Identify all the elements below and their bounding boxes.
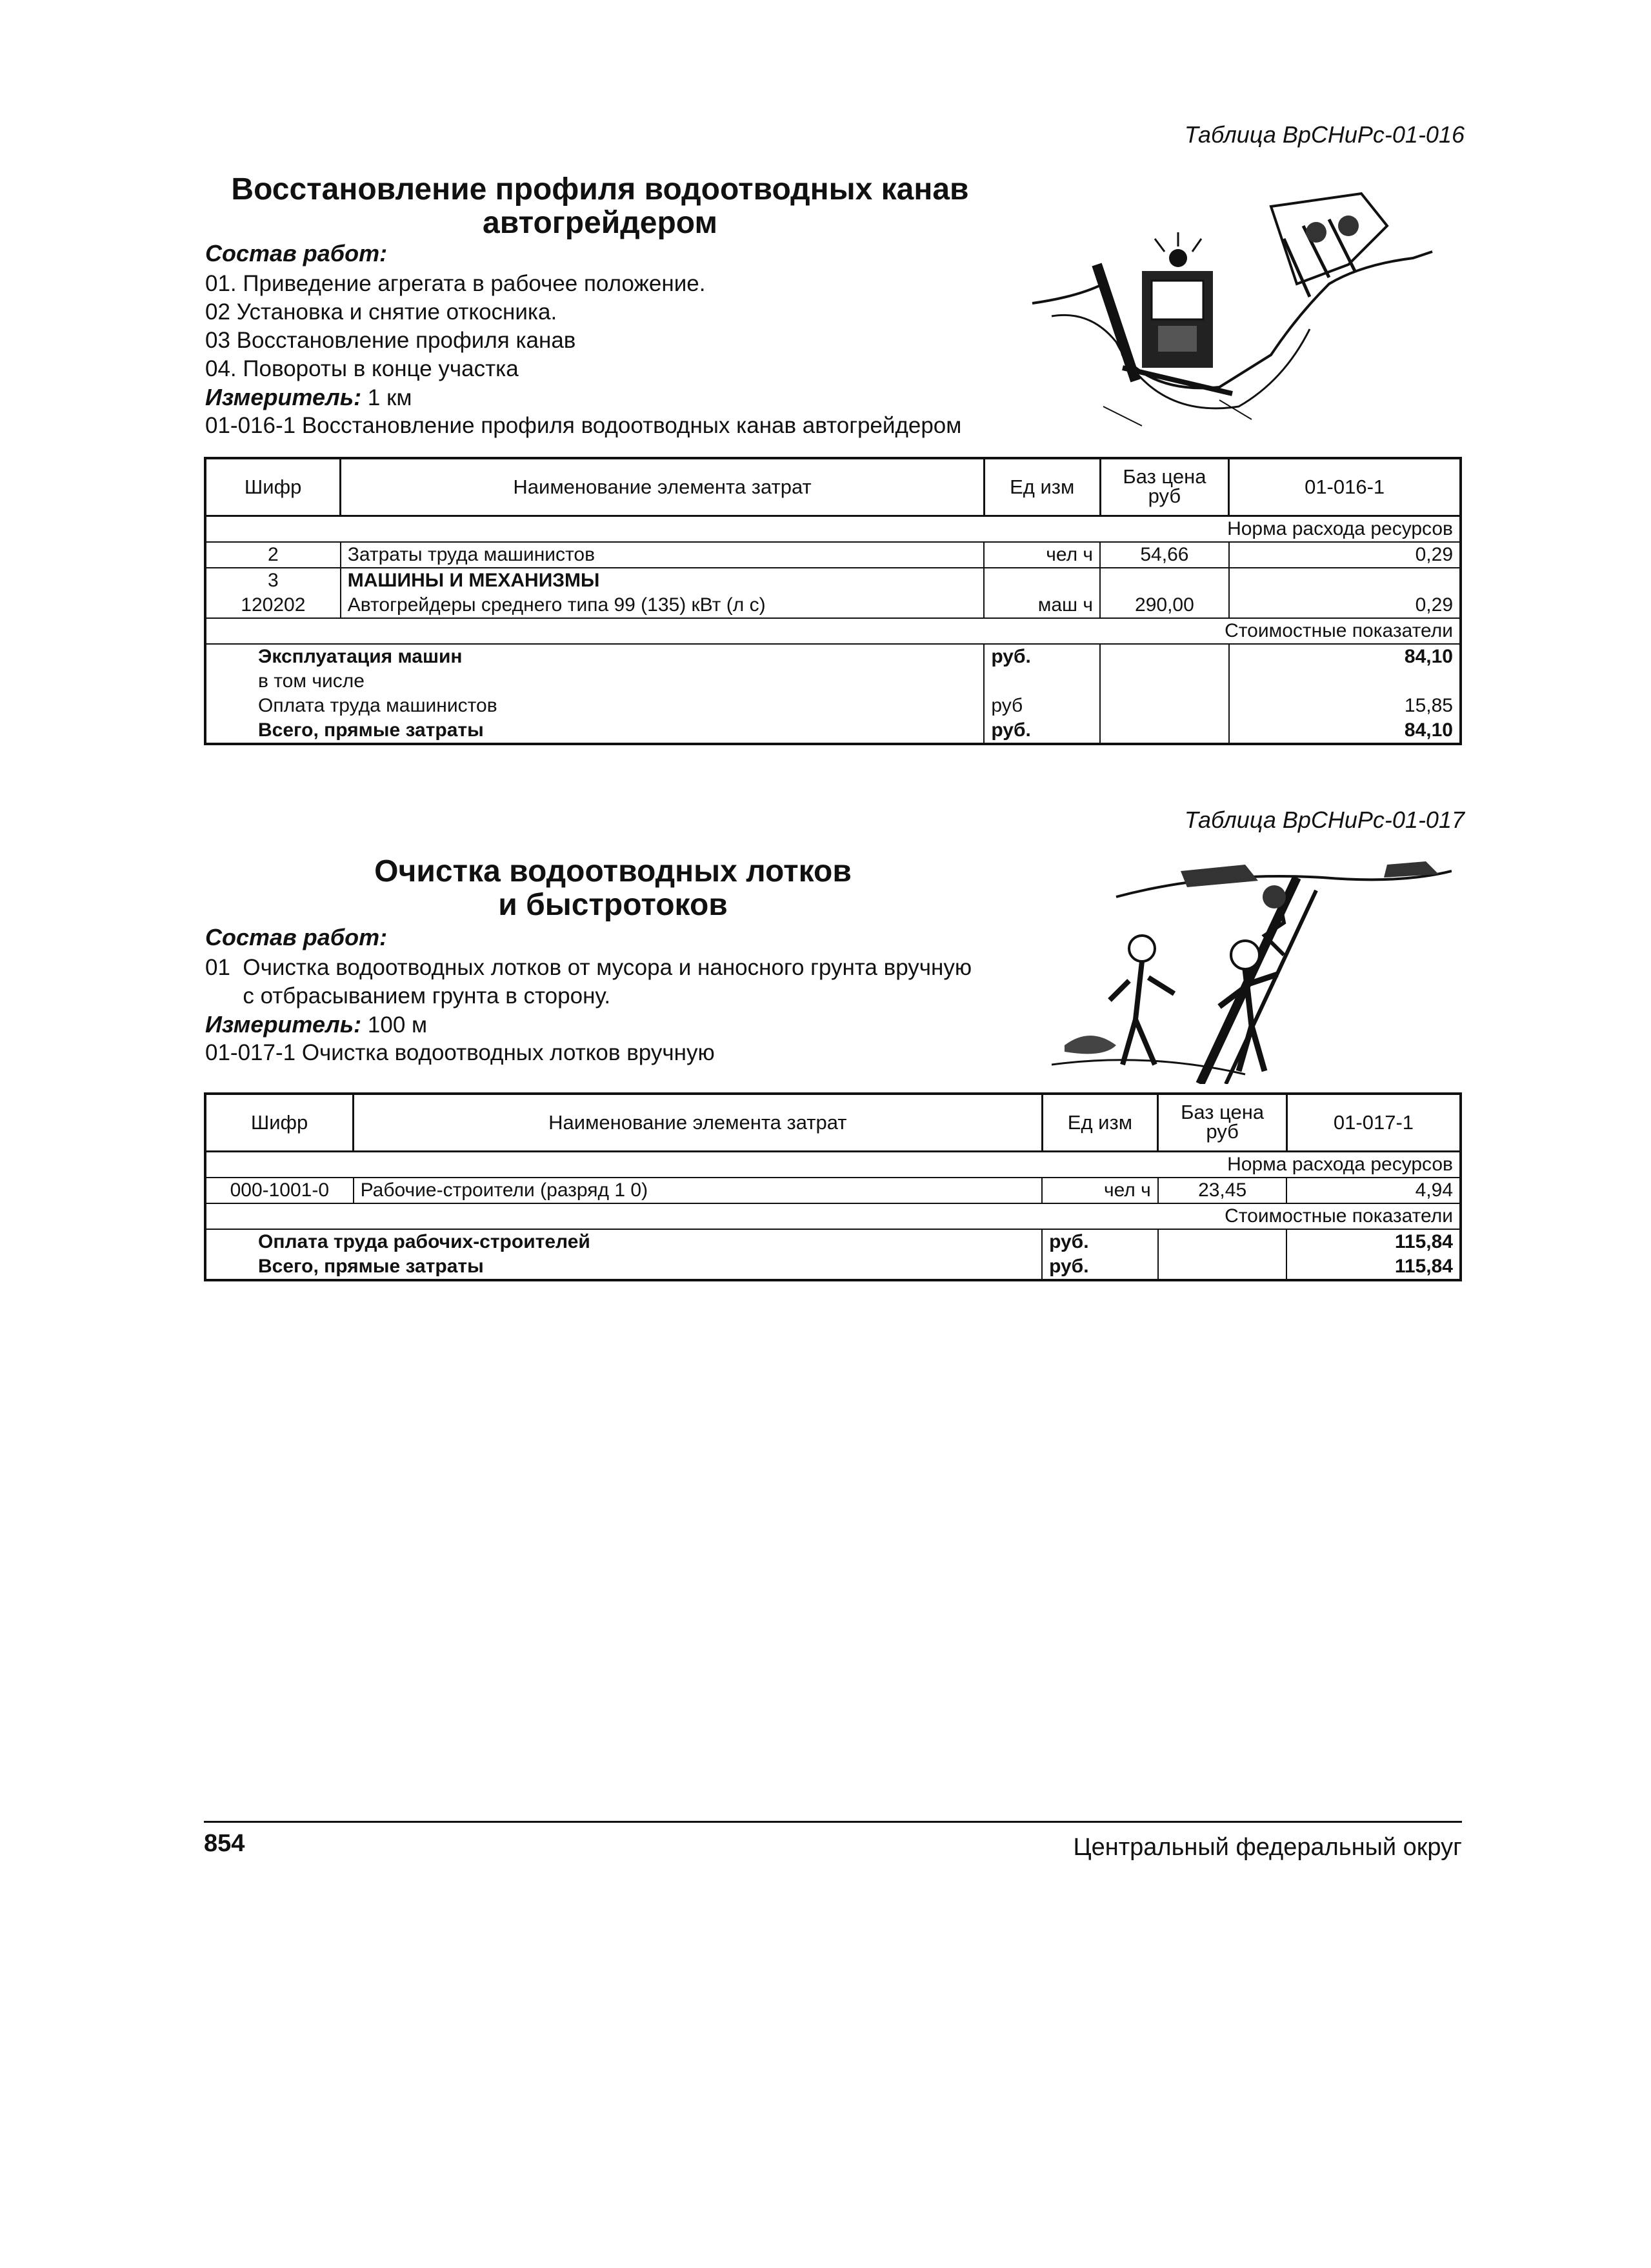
row-name: Затраты труда машинистов xyxy=(341,542,985,568)
table-header-row xyxy=(205,458,1461,516)
cost-unit: руб. xyxy=(1042,1229,1158,1254)
row-value: 4,94 xyxy=(1286,1178,1461,1203)
footer-rule xyxy=(204,1821,1462,1823)
row-name: МАШИНЫ И МЕХАНИЗМЫ xyxy=(341,568,985,593)
meter-label: Измеритель: xyxy=(205,1011,362,1038)
title-line-2: автогрейдером xyxy=(483,206,717,240)
cost-value: 115,84 xyxy=(1286,1254,1461,1280)
code-line: 01-017-1 Очистка водоотводных лотков вручную xyxy=(205,1040,715,1065)
cost-unit: руб. xyxy=(1042,1254,1158,1280)
footer-region: Центральный федеральный округ xyxy=(1073,1834,1462,1861)
cost-name: Эксплуатация машин xyxy=(205,644,984,669)
norm-label: Норма расхода ресурсов xyxy=(205,1152,1461,1178)
header-name: Наименование элемента затрат xyxy=(341,458,985,516)
works-item: с отбрасыванием грунта в сторону. xyxy=(205,983,611,1009)
row-name: Автогрейдеры среднего типа 99 (135) кВт (л с) xyxy=(341,593,985,618)
page-number: 854 xyxy=(204,1830,245,1857)
row-price xyxy=(1100,568,1229,593)
cost-value: 115,84 xyxy=(1286,1229,1461,1254)
cost-row xyxy=(205,669,1461,694)
header-price: Баз цена руб xyxy=(1100,458,1229,516)
cost-table-2 xyxy=(204,1092,1462,1281)
works-heading: Состав работ: xyxy=(205,924,388,950)
cost-unit: руб xyxy=(984,694,1100,718)
row-code: 000-1001-0 xyxy=(205,1178,354,1203)
table-header-row xyxy=(205,1094,1461,1152)
section-title xyxy=(194,173,1006,240)
table-row xyxy=(205,593,1461,618)
table-caption: Таблица ВрСНиРс-01-017 xyxy=(1184,807,1465,833)
works-item: 03 Восстановление профиля канав xyxy=(205,328,576,353)
works-item: 02 Установка и снятие откосника. xyxy=(205,299,557,325)
workers-clearing-illustration xyxy=(1052,852,1452,1084)
row-unit: маш ч xyxy=(984,593,1100,618)
header-item-code: 01-016-1 xyxy=(1229,458,1461,516)
table-row xyxy=(205,542,1461,568)
cost-name: Оплата труда машинистов xyxy=(205,694,984,718)
norm-label-row xyxy=(205,1152,1461,1178)
section-title xyxy=(323,855,903,922)
cost-value: 84,10 xyxy=(1229,644,1461,669)
header-price: Баз цена руб xyxy=(1158,1094,1287,1152)
cost-row xyxy=(205,694,1461,718)
row-price: 290,00 xyxy=(1100,593,1229,618)
row-code: 3 xyxy=(205,568,341,593)
norm-label: Норма расхода ресурсов xyxy=(205,516,1461,543)
row-price: 54,66 xyxy=(1100,542,1229,568)
cost-value xyxy=(1229,669,1461,694)
row-value xyxy=(1229,568,1461,593)
works-list xyxy=(205,954,972,1010)
cost-name: в том числе xyxy=(205,669,984,694)
title-line-1: Очистка водоотводных лотков xyxy=(374,854,852,888)
header-code: Шифр xyxy=(205,1094,354,1152)
norm-label-row xyxy=(205,516,1461,543)
works-item: 01 Очистка водоотводных лотков от мусора и наносного грунта вручную xyxy=(205,955,972,980)
cost-name: Оплата труда рабочих-строителей xyxy=(205,1229,1042,1254)
cost-row xyxy=(205,1254,1461,1280)
row-name: Рабочие-строители (разряд 1 0) xyxy=(354,1178,1042,1203)
header-name: Наименование элемента затрат xyxy=(354,1094,1042,1152)
title-line-1: Восстановление профиля водоотводных канав xyxy=(231,172,969,206)
meter-value: 1 км xyxy=(361,385,412,410)
cost-name: Всего, прямые затраты xyxy=(205,718,984,744)
cost-label: Стоимостные показатели xyxy=(205,1203,1461,1229)
cost-label-row xyxy=(205,1203,1461,1229)
meter-label: Измеритель: xyxy=(205,384,362,410)
cost-row xyxy=(205,644,1461,669)
works-item: 04. Повороты в конце участка xyxy=(205,356,519,381)
row-unit xyxy=(984,568,1100,593)
code-line: 01-016-1 Восстановление профиля водоотводных канав автогрейдером xyxy=(205,413,962,438)
row-price: 23,45 xyxy=(1158,1178,1287,1203)
meter-value: 100 м xyxy=(361,1012,428,1038)
row-value: 0,29 xyxy=(1229,542,1461,568)
table-row xyxy=(205,568,1461,593)
works-item: 01. Приведение агрегата в рабочее положение. xyxy=(205,271,706,296)
meter xyxy=(205,1010,427,1039)
cost-unit xyxy=(984,669,1100,694)
table-row xyxy=(205,1178,1461,1203)
header-unit: Ед изм xyxy=(984,458,1100,516)
cost-label-row xyxy=(205,618,1461,644)
cost-value: 15,85 xyxy=(1229,694,1461,718)
title-line-2: и быстротоков xyxy=(498,888,728,922)
cost-unit: руб. xyxy=(984,718,1100,744)
cost-table-1 xyxy=(204,457,1462,745)
works-list xyxy=(205,270,705,383)
row-unit: чел ч xyxy=(1042,1178,1158,1203)
works-heading: Состав работ: xyxy=(205,240,388,266)
cost-value: 84,10 xyxy=(1229,718,1461,744)
cost-unit: руб. xyxy=(984,644,1100,669)
header-item-code: 01-017-1 xyxy=(1286,1094,1461,1152)
row-code: 120202 xyxy=(205,593,341,618)
cost-name: Всего, прямые затраты xyxy=(205,1254,1042,1280)
row-unit: чел ч xyxy=(984,542,1100,568)
cost-row xyxy=(205,718,1461,744)
row-value: 0,29 xyxy=(1229,593,1461,618)
cost-row xyxy=(205,1229,1461,1254)
motor-grader-illustration xyxy=(1026,187,1439,439)
header-code: Шифр xyxy=(205,458,341,516)
row-code: 2 xyxy=(205,542,341,568)
meter xyxy=(205,383,412,412)
table-caption: Таблица ВрСНиРс-01-016 xyxy=(1184,121,1465,148)
header-unit: Ед изм xyxy=(1042,1094,1158,1152)
cost-label: Стоимостные показатели xyxy=(205,618,1461,644)
